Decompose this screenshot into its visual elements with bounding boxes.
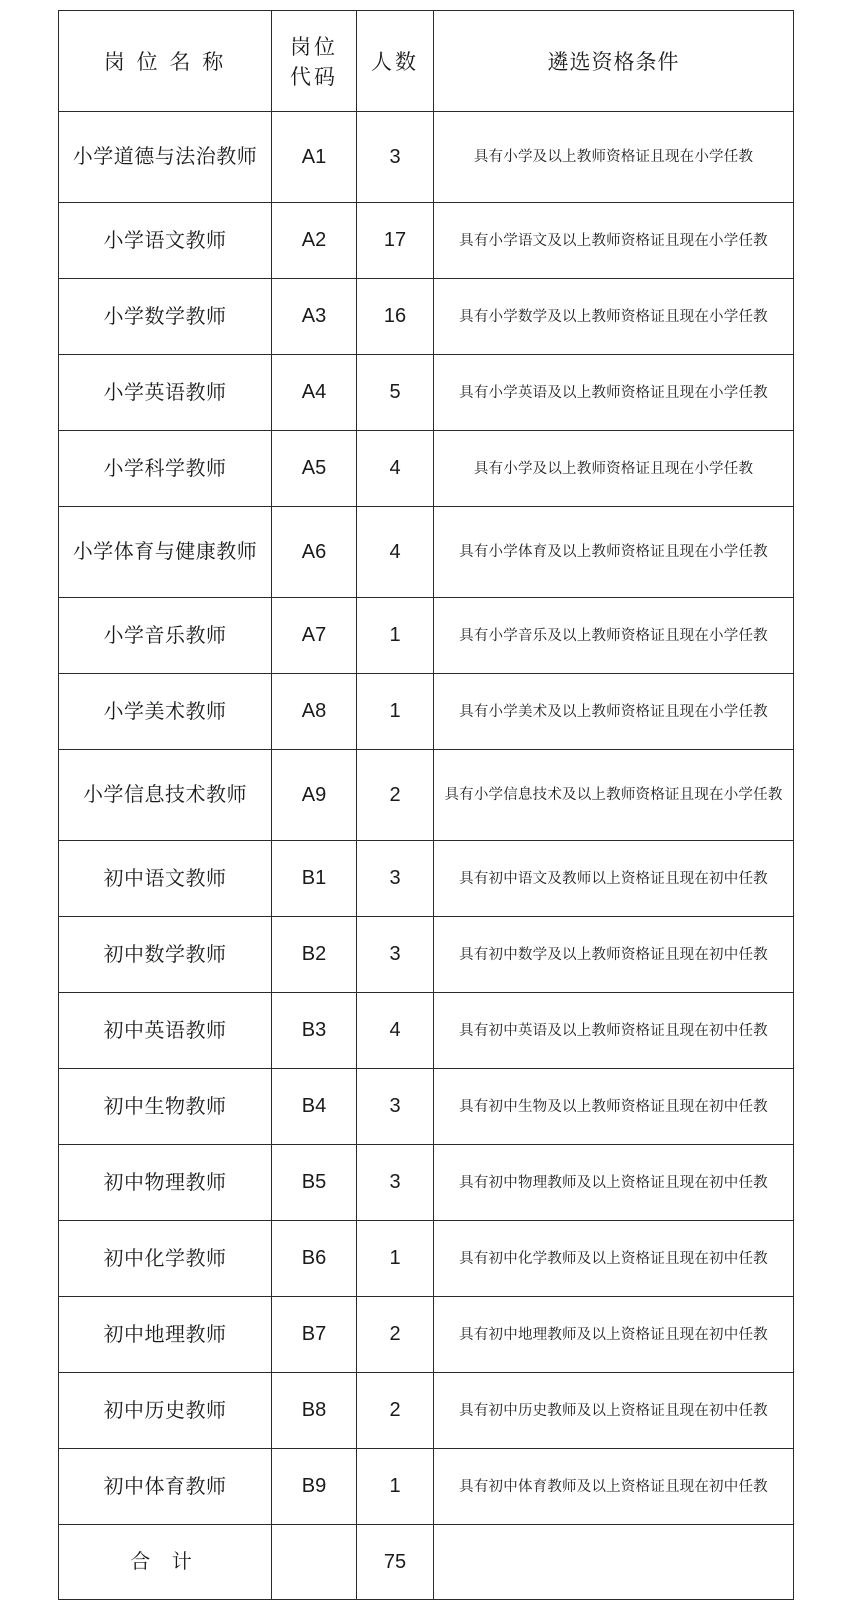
table-row <box>59 1221 794 1297</box>
table-row <box>59 598 794 674</box>
cell-position-code: A6 <box>272 507 357 598</box>
cell-requirement: 具有初中数学及以上教师资格证且现在初中任教 <box>434 917 794 993</box>
cell-position-name: 初中数学教师 <box>59 917 272 993</box>
column-header-headcount: 人数 <box>357 11 434 112</box>
cell-position-name: 初中英语教师 <box>59 993 272 1069</box>
table-total-row <box>59 1525 794 1600</box>
cell-position-name: 小学体育与健康教师 <box>59 507 272 598</box>
cell-position-name: 小学道德与法治教师 <box>59 112 272 203</box>
cell-total-label: 合 计 <box>59 1525 272 1600</box>
cell-headcount: 1 <box>357 1449 434 1525</box>
cell-headcount: 4 <box>357 507 434 598</box>
cell-headcount: 3 <box>357 1145 434 1221</box>
table-row <box>59 1373 794 1449</box>
table-row <box>59 1145 794 1221</box>
cell-position-name: 初中体育教师 <box>59 1449 272 1525</box>
cell-requirement: 具有小学美术及以上教师资格证且现在小学任教 <box>434 674 794 750</box>
table-row <box>59 841 794 917</box>
cell-headcount: 2 <box>357 1297 434 1373</box>
cell-position-code: B9 <box>272 1449 357 1525</box>
cell-requirement: 具有小学体育及以上教师资格证且现在小学任教 <box>434 507 794 598</box>
cell-headcount: 3 <box>357 917 434 993</box>
cell-position-name: 小学音乐教师 <box>59 598 272 674</box>
cell-position-code: B8 <box>272 1373 357 1449</box>
table-row <box>59 917 794 993</box>
column-header-position-name: 岗 位 名 称 <box>59 11 272 112</box>
table-row <box>59 507 794 598</box>
table-row <box>59 203 794 279</box>
column-header-position-code-line2: 代码 <box>290 66 338 89</box>
cell-position-name: 初中化学教师 <box>59 1221 272 1297</box>
cell-position-code: B7 <box>272 1297 357 1373</box>
table-header-row <box>59 11 794 112</box>
cell-requirement: 具有初中地理教师及以上资格证且现在初中任教 <box>434 1297 794 1373</box>
cell-position-name: 小学数学教师 <box>59 279 272 355</box>
cell-position-name: 小学信息技术教师 <box>59 750 272 841</box>
cell-requirement: 具有小学及以上教师资格证且现在小学任教 <box>434 112 794 203</box>
cell-headcount: 1 <box>357 1221 434 1297</box>
cell-position-name: 小学语文教师 <box>59 203 272 279</box>
cell-headcount: 4 <box>357 431 434 507</box>
cell-headcount: 1 <box>357 674 434 750</box>
cell-position-code: B1 <box>272 841 357 917</box>
cell-position-code: B2 <box>272 917 357 993</box>
cell-position-code: A5 <box>272 431 357 507</box>
cell-headcount: 16 <box>357 279 434 355</box>
cell-headcount: 2 <box>357 1373 434 1449</box>
cell-headcount: 3 <box>357 112 434 203</box>
cell-position-code: A8 <box>272 674 357 750</box>
column-header-position-code <box>272 11 357 112</box>
cell-position-name: 小学英语教师 <box>59 355 272 431</box>
table-row <box>59 993 794 1069</box>
cell-headcount: 3 <box>357 1069 434 1145</box>
table-row <box>59 279 794 355</box>
cell-requirement: 具有初中生物及以上教师资格证且现在初中任教 <box>434 1069 794 1145</box>
cell-position-code: A7 <box>272 598 357 674</box>
cell-requirement: 具有小学英语及以上教师资格证且现在小学任教 <box>434 355 794 431</box>
cell-position-code: A3 <box>272 279 357 355</box>
table-row <box>59 112 794 203</box>
cell-position-code: B5 <box>272 1145 357 1221</box>
cell-position-code: B3 <box>272 993 357 1069</box>
cell-requirement: 具有小学语文及以上教师资格证且现在小学任教 <box>434 203 794 279</box>
cell-position-name: 初中历史教师 <box>59 1373 272 1449</box>
cell-position-name: 初中地理教师 <box>59 1297 272 1373</box>
cell-requirement: 具有小学及以上教师资格证且现在小学任教 <box>434 431 794 507</box>
cell-requirement: 具有小学信息技术及以上教师资格证且现在小学任教 <box>434 750 794 841</box>
table-header <box>59 11 794 112</box>
cell-position-name: 小学美术教师 <box>59 674 272 750</box>
cell-headcount: 1 <box>357 598 434 674</box>
table-row <box>59 1069 794 1145</box>
table-body <box>59 112 794 1600</box>
cell-position-code: A4 <box>272 355 357 431</box>
cell-position-code: B4 <box>272 1069 357 1145</box>
column-header-requirements: 遴选资格条件 <box>434 11 794 112</box>
cell-requirement: 具有初中体育教师及以上资格证且现在初中任教 <box>434 1449 794 1525</box>
cell-requirement: 具有初中语文及教师以上资格证且现在初中任教 <box>434 841 794 917</box>
cell-position-code: A1 <box>272 112 357 203</box>
cell-requirement: 具有初中物理教师及以上资格证且现在初中任教 <box>434 1145 794 1221</box>
cell-total-requirement <box>434 1525 794 1600</box>
cell-headcount: 3 <box>357 841 434 917</box>
cell-requirement: 具有初中英语及以上教师资格证且现在初中任教 <box>434 993 794 1069</box>
cell-headcount: 4 <box>357 993 434 1069</box>
cell-headcount: 2 <box>357 750 434 841</box>
table-row <box>59 1449 794 1525</box>
cell-headcount: 17 <box>357 203 434 279</box>
cell-position-code: A9 <box>272 750 357 841</box>
cell-total-headcount: 75 <box>357 1525 434 1600</box>
cell-position-name: 初中物理教师 <box>59 1145 272 1221</box>
table-row <box>59 431 794 507</box>
cell-position-name: 初中生物教师 <box>59 1069 272 1145</box>
table-row <box>59 1297 794 1373</box>
cell-position-code: B6 <box>272 1221 357 1297</box>
cell-requirement: 具有小学数学及以上教师资格证且现在小学任教 <box>434 279 794 355</box>
table-row <box>59 355 794 431</box>
table-row <box>59 750 794 841</box>
cell-headcount: 5 <box>357 355 434 431</box>
position-table <box>58 10 794 1600</box>
cell-position-name: 小学科学教师 <box>59 431 272 507</box>
cell-requirement: 具有初中历史教师及以上资格证且现在初中任教 <box>434 1373 794 1449</box>
table-row <box>59 674 794 750</box>
cell-position-code: A2 <box>272 203 357 279</box>
cell-total-code <box>272 1525 357 1600</box>
column-header-position-code-line1: 岗位 <box>290 36 338 59</box>
cell-requirement: 具有初中化学教师及以上资格证且现在初中任教 <box>434 1221 794 1297</box>
cell-requirement: 具有小学音乐及以上教师资格证且现在小学任教 <box>434 598 794 674</box>
cell-position-name: 初中语文教师 <box>59 841 272 917</box>
